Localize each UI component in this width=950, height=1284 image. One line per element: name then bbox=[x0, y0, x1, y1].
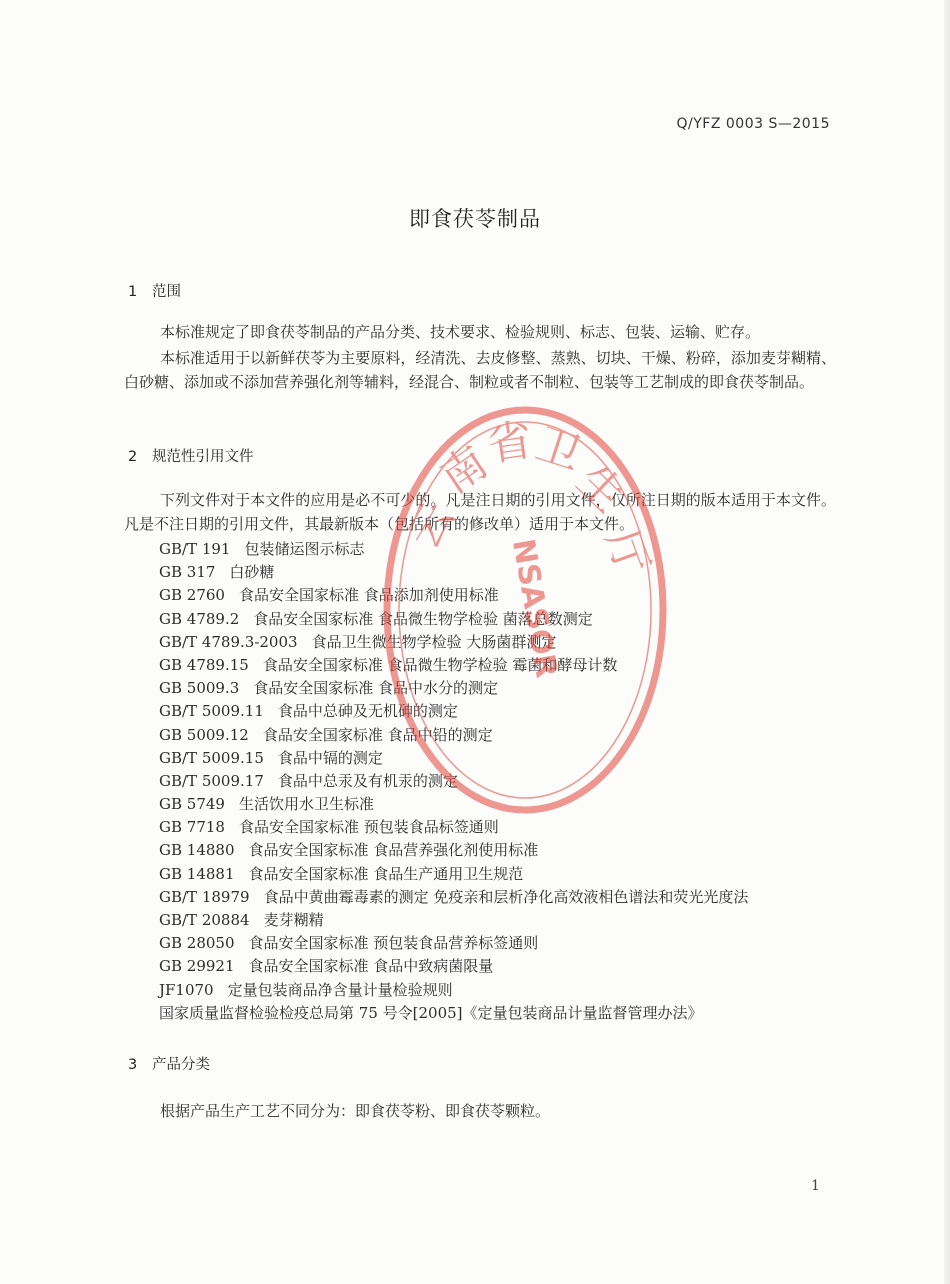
section-number: 2 bbox=[128, 449, 138, 465]
reference-item bbox=[159, 839, 748, 862]
reference-item bbox=[159, 561, 748, 584]
reference-title: 食品安全国家标准 食品营养强化剂使用标准 bbox=[248, 841, 539, 860]
reference-item bbox=[159, 932, 748, 955]
reference-title: 食品安全国家标准 食品微生物学检验 霉菌和酵母计数 bbox=[262, 655, 618, 674]
reference-title: 国家质量监督检验检疫总局第 75 号令[2005]《定量包装商品计量监督管理办法》 bbox=[159, 1003, 703, 1022]
seal-char: 卫 bbox=[529, 418, 588, 481]
section-1-heading bbox=[128, 280, 181, 301]
reference-title: 食品安全国家标准 预包装食品标签通则 bbox=[238, 818, 499, 837]
reference-code: GB 2760 bbox=[159, 586, 225, 605]
reference-item bbox=[159, 747, 748, 770]
reference-title: 食品安全国家标准 食品中铅的测定 bbox=[262, 725, 493, 744]
reference-title: 食品安全国家标准 食品中致病菌限量 bbox=[248, 957, 494, 976]
section-number: 1 bbox=[128, 284, 138, 300]
reference-code: GB 5749 bbox=[159, 795, 225, 814]
reference-title: 食品安全国家标准 食品中水分的测定 bbox=[253, 679, 499, 698]
section-3-heading bbox=[128, 1053, 210, 1074]
reference-title: 食品卫生微生物学检验 大肠菌群测定 bbox=[311, 632, 557, 651]
reference-title: 定量包装商品净含量计量检验规则 bbox=[227, 980, 453, 999]
section-title: 产品分类 bbox=[152, 1057, 210, 1073]
reference-item bbox=[159, 654, 748, 677]
reference-code: GB 28050 bbox=[159, 934, 235, 953]
reference-code: JF1070 bbox=[159, 980, 214, 999]
reference-item bbox=[159, 793, 748, 816]
reference-title: 食品中总汞及有机汞的测定 bbox=[277, 771, 458, 790]
scan-edge bbox=[944, 0, 950, 1284]
section-title: 范围 bbox=[152, 284, 181, 300]
normative-references-list bbox=[159, 538, 748, 1025]
reference-code: GB/T 5009.11 bbox=[159, 702, 264, 721]
reference-item bbox=[159, 955, 748, 978]
reference-item bbox=[159, 677, 748, 700]
reference-code: GB/T 5009.17 bbox=[159, 771, 264, 790]
reference-item bbox=[159, 584, 748, 607]
seal-char: 厅 bbox=[595, 522, 659, 582]
section-3-paragraph-1: 根据产品生产工艺不同分为：即食茯苓粉、即食茯苓颗粒。 bbox=[160, 1102, 551, 1120]
section-2-heading bbox=[128, 445, 254, 466]
reference-code: GB 5009.12 bbox=[159, 725, 249, 744]
reference-item bbox=[159, 909, 748, 932]
seal-char: 生 bbox=[566, 455, 634, 523]
standard-code: Q/YFZ 0003 S—2015 bbox=[676, 116, 830, 132]
reference-code: GB 317 bbox=[159, 563, 216, 582]
document-title: 即食茯苓制品 bbox=[409, 207, 541, 231]
reference-code: GB/T 20884 bbox=[159, 911, 250, 929]
reference-item bbox=[159, 724, 748, 747]
reference-item bbox=[159, 631, 748, 654]
reference-code: GB 5009.3 bbox=[159, 679, 240, 698]
seal-code-text: NSASOR bbox=[504, 536, 564, 681]
reference-code: GB 4789.15 bbox=[159, 655, 249, 674]
reference-code: GB/T 5009.15 bbox=[159, 748, 264, 767]
reference-code: GB/T 191 bbox=[159, 540, 231, 558]
reference-code: GB 4789.2 bbox=[159, 609, 240, 628]
seal-char: 云 bbox=[397, 493, 465, 558]
reference-code: GB/T 4789.3-2003 bbox=[159, 632, 298, 651]
reference-item bbox=[159, 608, 748, 631]
reference-title: 食品安全国家标准 食品添加剂使用标准 bbox=[238, 586, 499, 605]
reference-code: GB 14880 bbox=[159, 841, 235, 860]
section-2-paragraph-1: 下列文件对于本文件的应用是必不可少的。凡是注日期的引用文件，仅所注日期的版本适用于本文件。凡是不注日期的引用文件，其最新版本（包括所有的修改单）适用于本文件。 bbox=[124, 491, 836, 533]
reference-title: 食品安全国家标准 食品微生物学检验 菌落总数测定 bbox=[253, 609, 593, 628]
reference-title: 食品安全国家标准 预包装食品营养标签通则 bbox=[248, 934, 539, 953]
reference-code: GB 29921 bbox=[159, 957, 235, 976]
reference-code: GB/T 18979 bbox=[159, 887, 250, 906]
page-number: 1 bbox=[811, 1178, 820, 1194]
reference-title: 包装储运图示标志 bbox=[244, 540, 365, 558]
reference-title: 食品中总砷及无机砷的测定 bbox=[277, 702, 458, 721]
reference-item bbox=[159, 1002, 748, 1025]
seal-char: 南 bbox=[431, 436, 497, 504]
reference-item bbox=[159, 816, 748, 839]
reference-item bbox=[159, 770, 748, 793]
section-number: 3 bbox=[128, 1057, 138, 1073]
reference-item bbox=[159, 886, 748, 909]
section-1-paragraph-1: 本标准规定了即食茯苓制品的产品分类、技术要求、检验规则、标志、包装、运输、贮存。 bbox=[160, 323, 761, 341]
reference-title: 食品安全国家标准 食品生产通用卫生规范 bbox=[248, 864, 524, 883]
reference-code: GB 14881 bbox=[159, 864, 235, 883]
reference-title: 麦芽糊精 bbox=[263, 911, 324, 929]
section-title: 规范性引用文件 bbox=[152, 449, 254, 465]
reference-item bbox=[159, 700, 748, 723]
reference-code: GB 7718 bbox=[159, 818, 225, 837]
reference-title: 生活饮用水卫生标准 bbox=[238, 795, 374, 814]
reference-item bbox=[159, 863, 748, 886]
seal-char: 省 bbox=[484, 414, 536, 472]
reference-title: 食品中黄曲霉毒素的测定 免疫亲和层析净化高效液相色谱法和荧光光度法 bbox=[263, 887, 749, 906]
reference-item bbox=[159, 538, 748, 561]
reference-title: 白砂糖 bbox=[229, 563, 275, 582]
reference-title: 食品中镉的测定 bbox=[277, 748, 383, 767]
reference-item bbox=[159, 979, 748, 1002]
section-1-paragraph-2: 本标准适用于以新鲜茯苓为主要原料，经清洗、去皮修整、蒸熟、切块、干燥、粉碎，添加麦芽糊精、白砂糖、添加或不添加营养强化剂等辅料，经混合、制粒或者不制粒、包装等工艺制成的即食茯苓制品。 bbox=[124, 349, 836, 391]
